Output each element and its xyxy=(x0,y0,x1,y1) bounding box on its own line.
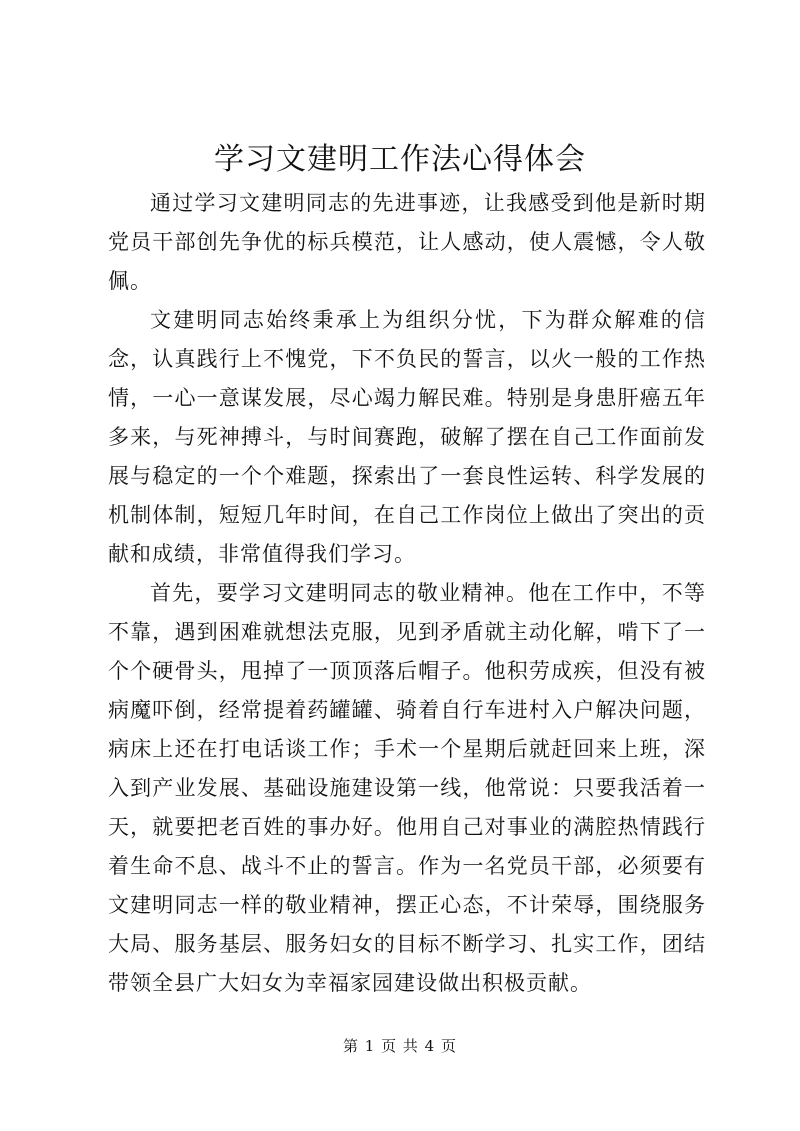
page-number-footer: 第 1 页 共 4 页 xyxy=(343,1037,457,1055)
paragraph-2: 文建明同志始终秉承上为组织分忧，下为群众解难的信念，认真践行上不愧党，下不负民的誓言，以火一般的工作热情，一心一意谋发展，尽心竭力解民难。特别是身患肝癌五年多来，与死神搏斗，与时间赛跑，破解了摆在自己工作面前发展与稳定的一个个难题，探索出了一套良性运转、科学发展的机制体制，短短几年时间，在自己工作岗位上做出了突出的贡献和成绩，非常值得我们学习。 xyxy=(108,308,706,566)
document-title: 学习文建明工作法心得体会 xyxy=(214,142,586,177)
document-body xyxy=(108,184,706,1003)
paragraph-1: 通过学习文建明同志的先进事迹，让我感受到他是新时期党员干部创先争优的标兵模范，让人感动，使人震憾，令人敬佩。 xyxy=(108,191,706,293)
paragraph-3: 首先，要学习文建明同志的敬业精神。他在工作中，不等不靠，遇到困难就想法克服，见到矛盾就主动化解，啃下了一个个硬骨头，甩掉了一顶顶落后帽子。他积劳成疾，但没有被病魔吓倒，经常提着药罐罐、骑着自行车进村入户解决问题，病床上还在打电话谈工作；手术一个星期后就赶回来上班，深入到产业发展、基础设施建设第一线，他常说：只要我活着一天，就要把老百姓的事办好。他用自己对事业的满腔热情践行着生命不息、战斗不止的誓言。作为一名党员干部，必须要有文建明同志一样的敬业精神，摆正心态，不计荣辱，围绕服务大局、服务基层、服务妇女的目标不断学习、扎实工作，团结带领全县广大妇女为幸福家园建设做出积极贡献。 xyxy=(108,581,706,995)
